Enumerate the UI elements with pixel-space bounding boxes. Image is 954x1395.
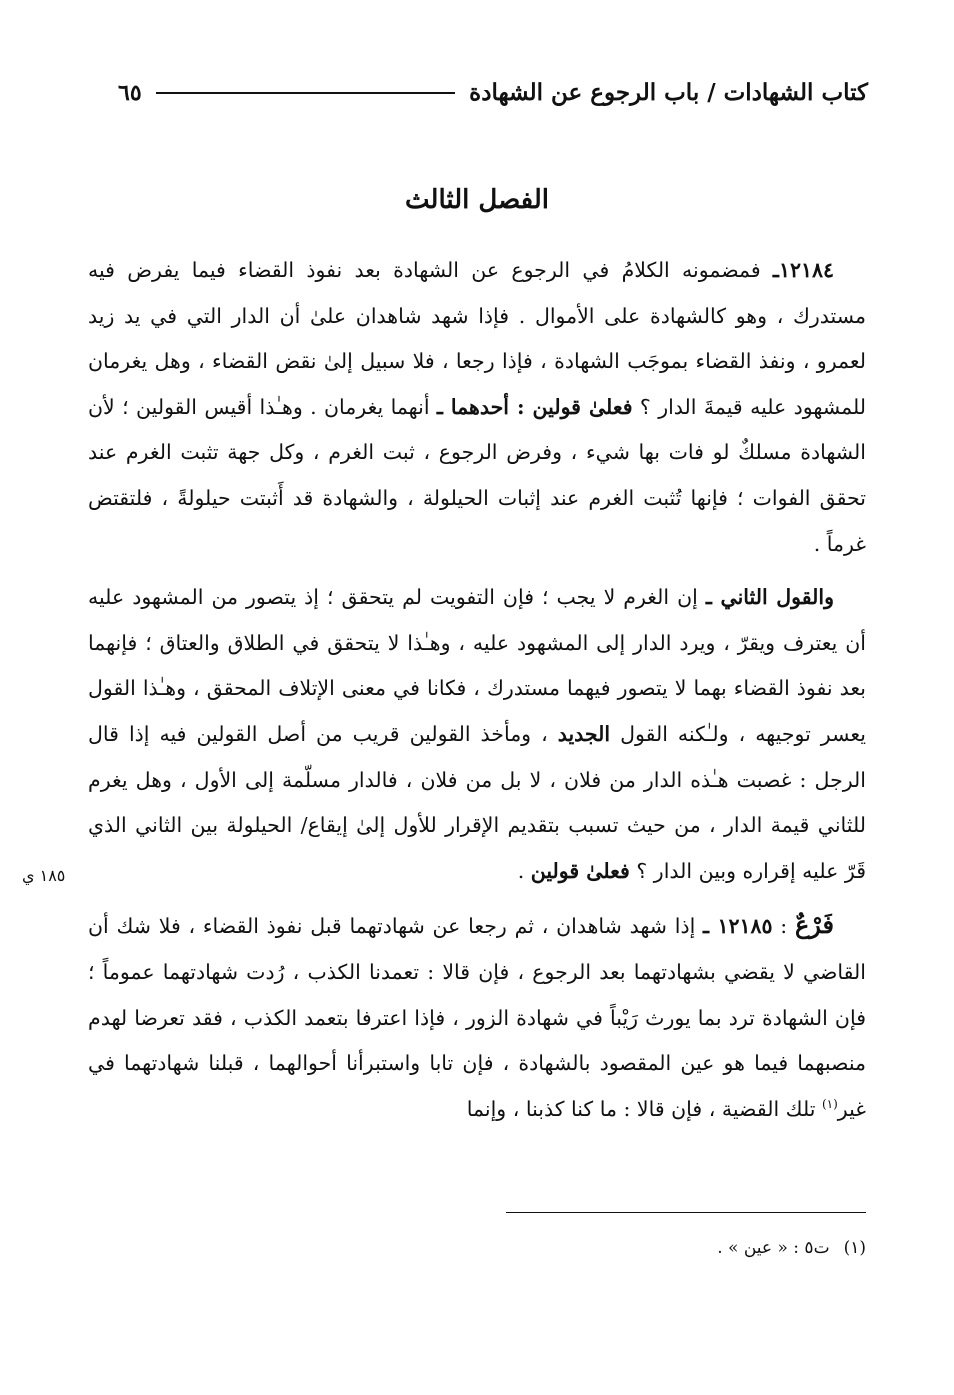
bold-phrase: الجديد [557, 721, 611, 746]
paragraph-text: : [772, 914, 795, 939]
paragraph-text: أنهما يغرمان . وهـٰذا أقيس القولين ؛ لأن الشهادة مسلكٌ لو فات بها شيء ، وفرض الرجوع ، ثبت الغرم ، وكل جهة تثبت الغرم عند تحقق الفوات ؛ فإنها تُثبت الغرم عند إثبات الحيلولة ، والشهادة قد أَثبتت حيلولةً ، فلتقتض غرماً . [88, 394, 866, 556]
footnote-reference[interactable]: (١) [821, 1096, 838, 1111]
footnote-number: (١) [843, 1238, 866, 1258]
paragraph-number: ١٢١٨٥ ـ [703, 914, 773, 939]
margin-note: ١٨٥ ي [22, 866, 66, 885]
bold-phrase: فعلىٰ قولين [530, 858, 630, 883]
paragraph-text: ، ومأخذ القولين قريب من أصل القولين فيه إذا قال الرجل : غصبت هـٰذه الدار من فلان ، لا بل من فلان ، فالدار مسلّمة إلى الأول ، وهل يغرم للثاني قيمة الدار ، من حيث تسبب بتقديم الإقرار للأول إلىٰ إيقاع/ الحيلولة بين الثاني الذي قَرّ عليه إقراره وبين الدار ؟ [88, 721, 866, 883]
paragraph-3 [88, 902, 866, 1132]
header-rule [156, 92, 456, 94]
running-title: كتاب الشهادات / باب الرجوع عن الشهادة [469, 79, 868, 106]
paragraph-number: ١٢١٨٤ـ [772, 258, 834, 282]
paragraph-text: فمضمونه الكلامُ في الرجوع عن الشهادة بعد نفوذ القضاء فيما يفرض فيه مستدرك ، وهو كالشهادة على الأموال . فإذا شهد شاهدان علىٰ أن الدار التي في يد زيد لعمرو ، ونفذ القضاء بموجَب الشهادة ، فإذا رجعا ، فلا سبيل إلىٰ نقض القضاء ، وهل يغرمان للمشهود عليه قيمةَ الدار ؟ [88, 258, 867, 419]
body-text [88, 248, 866, 1132]
paragraph-text: . [517, 858, 531, 883]
bold-phrase: فعلىٰ قولين : أحدهما ـ [436, 394, 633, 419]
section-marker: فَرْعٌ [794, 910, 834, 940]
paragraph-text: تلك القضية ، فإن قالا : ما كنا كذبنا ، وإنما [466, 1096, 822, 1121]
chapter-title: الفصل الثالث [405, 185, 549, 215]
footnote-text: ت٥ : « عين » . [717, 1238, 830, 1258]
page-number: ٦٥ [118, 80, 142, 106]
paragraph-2 [88, 575, 866, 894]
paragraph-text: إذا شهد شاهدان ، ثم رجعا عن شهادتهما قبل نفوذ القضاء ، فلا شك أن القاضي لا يقضي بشهادتهما بعد الرجوع ، فإن قالا : تعمدنا الكذب ، رُدت شهادتهما عموماً ؛ فإن الشهادة ترد بما يورث رَيْباً في شهادة الزور ، فإذا اعترفا بتعمد الكذب ، فقد تعرضا لهدم منصبهما فيما هو عين المقصود بالشهادة ، فإن تابا واستبرأنا أحوالهما ، قبلنا شهادتهما في غير [88, 914, 866, 1121]
bold-phrase: والقول الثاني ـ [705, 585, 834, 610]
paragraph-1 [88, 248, 866, 567]
paragraph-text: إن الغرم لا يجب ؛ فإن التفويت لم يتحقق ؛ إذ يتصور من المشهود عليه أن يعترف ويقرّ ، ويرد الدار إلى المشهود عليه ، وهـٰذا لا يتحقق في الطلاق والعتاق ؛ فإنهما بعد نفوذ القضاء بهما لا يتصور فيهما مستدرك ، فكانا في معنى الإتلاف المحقق ، وهـٰذا القول يعسر توجيهه ، ولـٰكنه القول [88, 585, 866, 746]
footnote-rule [506, 1212, 866, 1213]
running-header [118, 70, 868, 116]
footnote [717, 1238, 866, 1258]
